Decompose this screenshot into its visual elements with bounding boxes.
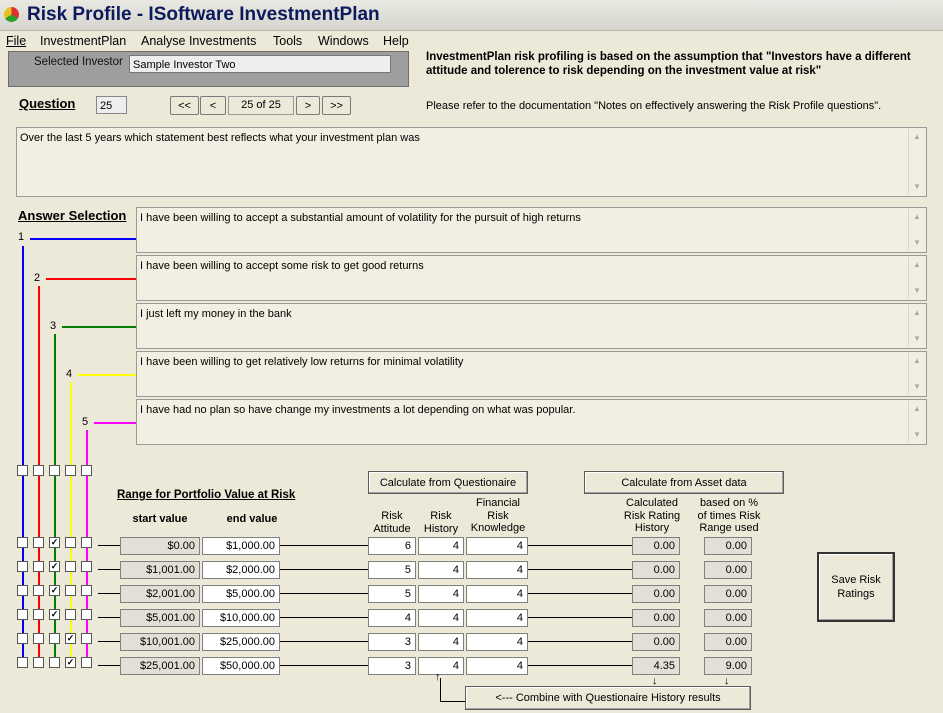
answer-option-text: I have been willing to get relatively low returns for minimal volatility	[140, 356, 464, 368]
row-connector-line	[280, 665, 368, 666]
row-connector-line	[280, 593, 368, 594]
financial-knowledge-input[interactable]: 4	[466, 633, 528, 651]
arrow-up-icon: ↑	[435, 671, 441, 683]
combine-history-button[interactable]: <--- Combine with Questionaire History results	[465, 686, 751, 710]
range-checkbox[interactable]	[65, 561, 76, 572]
start-value-cell: $2,001.00	[120, 585, 200, 603]
start-value-cell: $5,001.00	[120, 609, 200, 627]
scroll-down-icon[interactable]: ▼	[913, 286, 921, 295]
scroll-down-icon[interactable]: ▼	[913, 334, 921, 343]
option-2-connector	[46, 278, 136, 280]
row-connector-line	[280, 569, 368, 570]
answer-option-text: I have had no plan so have change my investments a lot depending on what was popular.	[140, 404, 576, 416]
option-5-connector	[94, 422, 136, 424]
arrow-down-icon: ↓	[652, 675, 658, 687]
range-checkbox[interactable]	[81, 657, 92, 668]
answer-scrollbar[interactable]	[908, 401, 925, 443]
range-checkbox[interactable]	[17, 585, 28, 596]
risk-attitude-input[interactable]: 5	[368, 561, 416, 579]
calculated-rating-cell: 4.35	[632, 657, 680, 675]
menu-help[interactable]: Help	[383, 34, 409, 48]
risk-attitude-input[interactable]: 3	[368, 657, 416, 675]
risk-history-input[interactable]: 4	[418, 561, 464, 579]
range-checkbox[interactable]	[65, 537, 76, 548]
last-question-button[interactable]: >>	[322, 96, 351, 115]
answer-option-1[interactable]	[136, 207, 927, 253]
range-usage-cell: 9.00	[704, 657, 752, 675]
option-4-rail	[70, 382, 72, 668]
risk-attitude-header: Risk Attitude	[373, 510, 411, 535]
row-connector-line	[528, 545, 632, 546]
option-number-1: 1	[18, 231, 25, 243]
range-checkbox[interactable]: ✓	[66, 657, 75, 667]
save-risk-ratings-button[interactable]: Save Risk Ratings	[817, 552, 895, 622]
range-checkbox[interactable]: ✓	[50, 609, 59, 619]
calculated-rating-cell: 0.00	[632, 609, 680, 627]
start-value-cell: $1,001.00	[120, 561, 200, 579]
risk-attitude-input[interactable]: 4	[368, 609, 416, 627]
option-3-connector	[62, 326, 136, 328]
answer-scrollbar[interactable]	[908, 305, 925, 347]
end-value-input[interactable]: $1,000.00	[202, 537, 280, 555]
question-text-box[interactable]	[16, 127, 927, 197]
range-checkbox[interactable]: ✓	[50, 561, 59, 571]
range-checkbox[interactable]	[17, 561, 28, 572]
question-label: Question	[19, 96, 76, 111]
risk-history-input[interactable]: 4	[418, 585, 464, 603]
option-1-rail	[22, 246, 24, 668]
scroll-up-icon[interactable]: ▲	[913, 212, 921, 221]
answer-option-2[interactable]	[136, 255, 927, 301]
row-connector-line	[528, 641, 632, 642]
calculated-rating-cell: 0.00	[632, 561, 680, 579]
end-value-header: end value	[226, 513, 278, 525]
row-connector-line	[280, 641, 368, 642]
financial-knowledge-input[interactable]: 4	[466, 537, 528, 555]
answer-scrollbar[interactable]	[908, 353, 925, 395]
range-checkbox[interactable]	[81, 633, 92, 644]
calculate-from-questionnaire-button[interactable]: Calculate from Questionaire	[368, 471, 528, 494]
range-usage-cell: 0.00	[704, 537, 752, 555]
risk-attitude-input[interactable]: 3	[368, 633, 416, 651]
option-number-5: 5	[82, 416, 89, 428]
answer-option-3[interactable]	[136, 303, 927, 349]
risk-history-input[interactable]: 4	[418, 657, 464, 675]
row-connector-line	[98, 593, 120, 594]
answer-option-text: I have been willing to accept a substantial amount of volatility for the pursuit of high returns	[140, 212, 581, 224]
risk-attitude-input[interactable]: 5	[368, 585, 416, 603]
range-checkbox[interactable]	[33, 585, 44, 596]
scroll-down-icon[interactable]: ▼	[913, 238, 921, 247]
end-value-input[interactable]: $10,000.00	[202, 609, 280, 627]
range-usage-cell: 0.00	[704, 585, 752, 603]
menu-investmentplan[interactable]: InvestmentPlan	[40, 34, 127, 48]
risk-range-usage-header: based on % of times Risk Range used	[697, 497, 761, 534]
calculate-from-asset-data-button[interactable]: Calculate from Asset data	[584, 471, 784, 494]
answer-option-5[interactable]	[136, 399, 927, 445]
scroll-down-icon[interactable]: ▼	[913, 382, 921, 391]
selected-investor-label: Selected Investor	[34, 56, 123, 68]
row-connector-line	[528, 665, 632, 666]
row-connector-line	[280, 545, 368, 546]
row-connector-line	[528, 593, 632, 594]
menu-windows[interactable]: Windows	[318, 34, 369, 48]
next-question-button[interactable]: >	[296, 96, 320, 115]
range-checkbox[interactable]	[17, 633, 28, 644]
range-checkbox[interactable]: ✓	[66, 633, 75, 643]
scroll-up-icon[interactable]: ▲	[913, 132, 921, 141]
answer-scrollbar[interactable]	[908, 257, 925, 299]
risk-history-header: Risk History	[423, 510, 459, 535]
range-usage-cell: 0.00	[704, 561, 752, 579]
range-checkbox[interactable]	[49, 633, 60, 644]
end-value-input[interactable]: $5,000.00	[202, 585, 280, 603]
header-checkbox-2[interactable]	[33, 465, 44, 476]
row-connector-line	[280, 617, 368, 618]
answer-scrollbar[interactable]	[908, 209, 925, 251]
end-value-input[interactable]: $50,000.00	[202, 657, 280, 675]
range-checkbox[interactable]	[33, 537, 44, 548]
financial-knowledge-input[interactable]: 4	[466, 657, 528, 675]
row-connector-line	[98, 665, 120, 666]
app-icon	[4, 7, 19, 22]
range-checkbox[interactable]	[49, 657, 60, 668]
range-checkbox[interactable]	[33, 633, 44, 644]
financial-knowledge-input[interactable]: 4	[466, 609, 528, 627]
range-checkbox[interactable]	[17, 609, 28, 620]
range-checkbox[interactable]	[81, 561, 92, 572]
option-4-connector	[78, 374, 136, 376]
answer-option-text: I have been willing to accept some risk to get good returns	[140, 260, 424, 272]
option-number-3: 3	[50, 320, 57, 332]
window-title: Risk Profile - ISoftware InvestmentPlan	[27, 4, 380, 25]
option-1-connector	[30, 238, 136, 240]
option-number-4: 4	[66, 368, 73, 380]
option-number-2: 2	[34, 272, 41, 284]
range-usage-cell: 0.00	[704, 609, 752, 627]
arrow-down-icon: ↓	[724, 675, 730, 687]
range-checkbox[interactable]	[81, 537, 92, 548]
scroll-up-icon[interactable]: ▲	[913, 404, 921, 413]
row-connector-line	[98, 545, 120, 546]
row-connector-line	[528, 569, 632, 570]
risk-history-input[interactable]: 4	[418, 609, 464, 627]
start-value-header: start value	[132, 513, 188, 525]
menu-bar	[0, 31, 943, 51]
scroll-down-icon[interactable]: ▼	[913, 430, 921, 439]
range-checkbox[interactable]	[33, 609, 44, 620]
header-checkbox-1[interactable]	[17, 465, 28, 476]
menu-file[interactable]: File	[6, 34, 27, 48]
first-question-button[interactable]: <<	[170, 96, 199, 115]
row-connector-line	[98, 617, 120, 618]
menu-analyse-investments[interactable]: Analyse Investments	[141, 34, 257, 48]
row-connector-line	[98, 641, 120, 642]
answer-selection-heading: Answer Selection	[18, 208, 127, 223]
risk-assumption-text: InvestmentPlan risk profiling is based on the assumption that "Investors have a different attitude and tolerence to risk depending on the investment value at risk"	[426, 51, 911, 77]
row-connector-line	[528, 617, 632, 618]
range-checkbox[interactable]: ✓	[50, 537, 59, 547]
range-checkbox[interactable]	[33, 657, 44, 668]
risk-attitude-input[interactable]: 6	[368, 537, 416, 555]
financial-risk-knowledge-header: Financial Risk Knowledge	[470, 497, 526, 534]
end-value-input[interactable]: $2,000.00	[202, 561, 280, 579]
financial-knowledge-input[interactable]: 4	[466, 585, 528, 603]
start-value-cell: $10,001.00	[120, 633, 200, 651]
range-checkbox[interactable]	[65, 609, 76, 620]
range-checkbox[interactable]	[17, 657, 28, 668]
range-checkbox[interactable]	[33, 561, 44, 572]
range-checkbox[interactable]	[81, 609, 92, 620]
question-text: Over the last 5 years which statement best reflects what your investment plan was	[20, 132, 420, 144]
selected-investor-field[interactable]: Sample Investor Two	[129, 55, 391, 73]
documentation-reference-text: Please refer to the documentation "Notes on effectively answering the Risk Profile questions".	[426, 100, 882, 112]
range-heading: Range for Portfolio Value at Risk	[117, 489, 296, 501]
financial-knowledge-input[interactable]: 4	[466, 561, 528, 579]
calculated-risk-rating-header: Calculated Risk Rating History	[623, 497, 681, 534]
risk-history-input[interactable]: 4	[418, 633, 464, 651]
range-checkbox[interactable]	[17, 537, 28, 548]
calculated-rating-cell: 0.00	[632, 585, 680, 603]
calculated-rating-cell: 0.00	[632, 633, 680, 651]
menu-tools[interactable]: Tools	[273, 34, 303, 48]
risk-history-input[interactable]: 4	[418, 537, 464, 555]
start-value-cell: $25,001.00	[120, 657, 200, 675]
end-value-input[interactable]: $25,000.00	[202, 633, 280, 651]
calculated-rating-cell: 0.00	[632, 537, 680, 555]
range-usage-cell: 0.00	[704, 633, 752, 651]
scroll-up-icon[interactable]: ▲	[913, 356, 921, 365]
answer-option-text: I just left my money in the bank	[140, 308, 292, 320]
question-number-field[interactable]: 25	[96, 96, 127, 114]
scroll-up-icon[interactable]: ▲	[913, 260, 921, 269]
range-checkbox[interactable]	[81, 585, 92, 596]
header-checkbox-4[interactable]	[65, 465, 76, 476]
range-checkbox[interactable]: ✓	[50, 585, 59, 595]
previous-question-button[interactable]: <	[200, 96, 226, 115]
header-checkbox-5[interactable]	[81, 465, 92, 476]
scroll-up-icon[interactable]: ▲	[913, 308, 921, 317]
scroll-down-icon[interactable]: ▼	[913, 182, 921, 191]
answer-option-4[interactable]	[136, 351, 927, 397]
row-connector-line	[98, 569, 120, 570]
range-checkbox[interactable]	[65, 585, 76, 596]
start-value-cell: $0.00	[120, 537, 200, 555]
question-scrollbar[interactable]	[908, 129, 925, 195]
combine-connector-line	[440, 701, 465, 702]
question-position: 25 of 25	[228, 96, 294, 115]
header-checkbox-3[interactable]	[49, 465, 60, 476]
